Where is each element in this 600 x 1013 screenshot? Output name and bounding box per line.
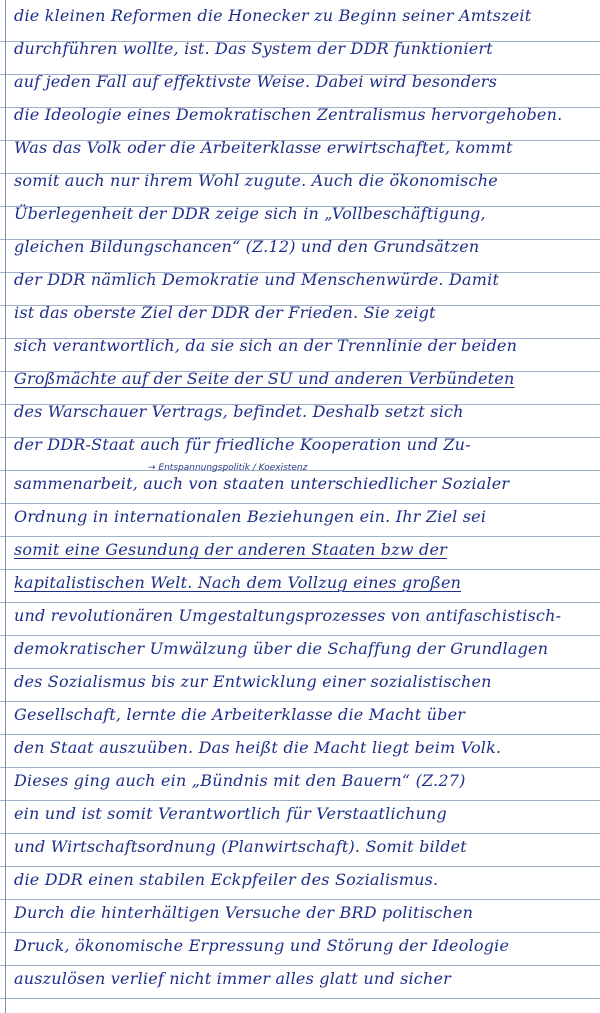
text-line: gleichen Bildungschancen“ (Z.12) und den Grundsätzen bbox=[14, 237, 480, 256]
text-line: durchführen wollte, ist. Das System der DDR funktioniert bbox=[14, 39, 493, 58]
text-line: des Sozialismus bis zur Entwicklung einer sozialistischen bbox=[14, 672, 492, 691]
text-line: des Warschauer Vertrags, befindet. Deshalb setzt sich bbox=[14, 402, 464, 421]
text-line: Was das Volk oder die Arbeiterklasse erwirtschaftet, kommt bbox=[14, 138, 513, 157]
text-line: ein und ist somit Verantwortlich für Verstaatlichung bbox=[14, 804, 447, 823]
text-line: und Wirtschaftsordnung (Planwirtschaft). Somit bildet bbox=[14, 837, 467, 856]
insertion-note: → Entspannungspolitik / Koexistenz bbox=[148, 463, 308, 473]
text-line: sammenarbeit, auch von staaten unterschiedlicher Sozialer bbox=[14, 474, 510, 493]
text-line: und revolutionären Umgestaltungsprozesses von antifaschistisch- bbox=[14, 606, 562, 625]
text-line-underlined: somit eine Gesundung der anderen Staaten bzw der bbox=[14, 540, 448, 559]
text-line: auf jeden Fall auf effektivste Weise. Dabei wird besonders bbox=[14, 72, 498, 91]
text-line-underlined: Großmächte auf der Seite der SU und anderen Verbündeten bbox=[14, 369, 515, 388]
text-line: die Ideologie eines Demokratischen Zentralismus hervorgehoben. bbox=[14, 105, 563, 124]
text-line-underlined: kapitalistischen Welt. Nach dem Vollzug eines großen bbox=[14, 573, 462, 592]
text-line: Druck, ökonomische Erpressung und Störung der Ideologie bbox=[14, 936, 510, 955]
text-line: demokratischer Umwälzung über die Schaffung der Grundlagen bbox=[14, 639, 549, 658]
text-line: Dieses ging auch ein „Bündnis mit den Bauern“ (Z.27) bbox=[14, 771, 466, 790]
text-line: ist das oberste Ziel der DDR der Frieden. Sie zeigt bbox=[14, 303, 436, 322]
text-line: somit auch nur ihrem Wohl zugute. Auch die ökonomische bbox=[14, 171, 498, 190]
text-line: Ordnung in internationalen Beziehungen ein. Ihr Ziel sei bbox=[14, 507, 487, 526]
margin-line bbox=[5, 0, 6, 1013]
text-line: der DDR nämlich Demokratie und Menschenwürde. Damit bbox=[14, 270, 500, 289]
text-line: die DDR einen stabilen Eckpfeiler des Sozialismus. bbox=[14, 870, 439, 889]
text-line: die kleinen Reformen die Honecker zu Beginn seiner Amtszeit bbox=[14, 6, 532, 25]
text-line: den Staat auszuüben. Das heißt die Macht liegt beim Volk. bbox=[14, 738, 502, 757]
text-line: Gesellschaft, lernte die Arbeiterklasse die Macht über bbox=[14, 705, 466, 724]
text-line: der DDR-Staat auch für friedliche Kooperation und Zu- bbox=[14, 435, 471, 454]
text-line: auszulösen verlief nicht immer alles glatt und sicher bbox=[14, 969, 451, 988]
text-line: Durch die hinterhältigen Versuche der BRD politischen bbox=[14, 903, 474, 922]
text-line: Überlegenheit der DDR zeige sich in „Vollbeschäftigung, bbox=[14, 204, 486, 223]
text-line: sich verantwortlich, da sie sich an der Trennlinie der beiden bbox=[14, 336, 518, 355]
